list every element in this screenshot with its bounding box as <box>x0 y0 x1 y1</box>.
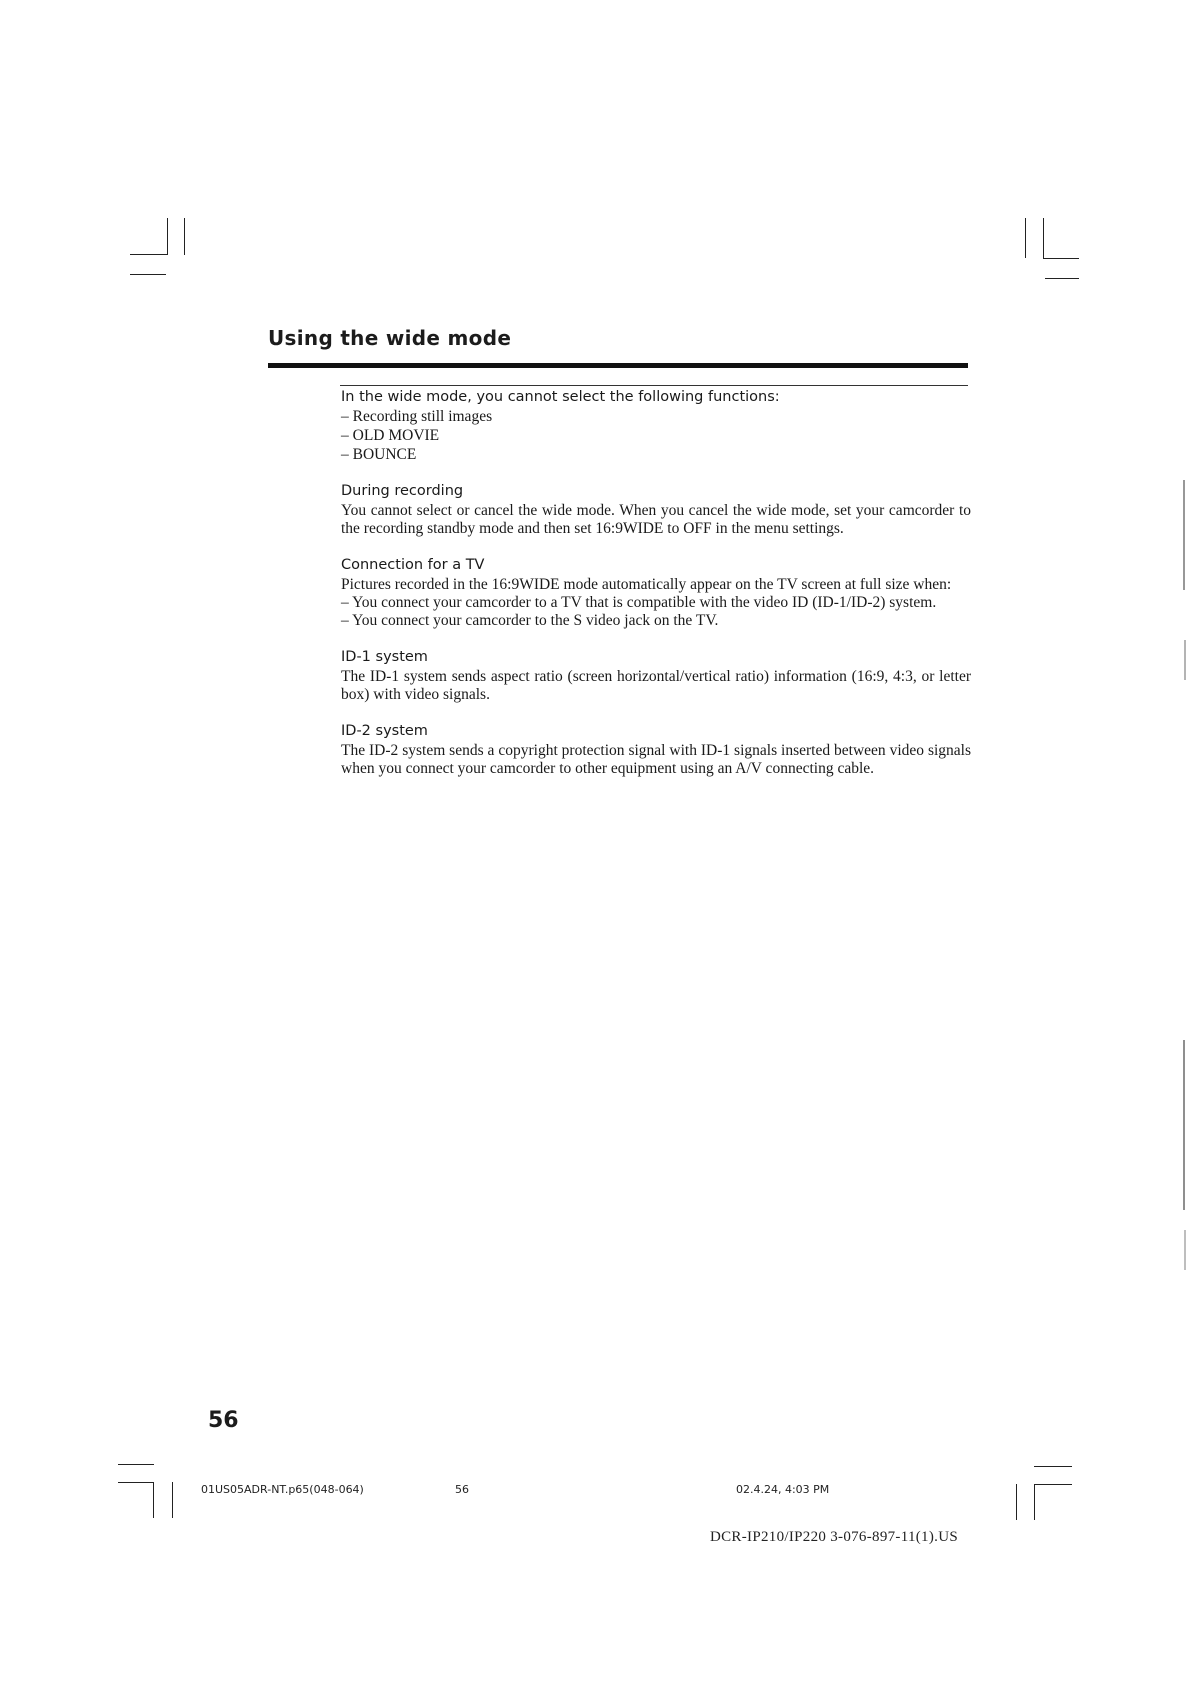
model-number-line: DCR-IP210/IP220 3-076-897-11(1).US <box>710 1529 958 1545</box>
section-id1-system <box>341 648 971 704</box>
list-item: – Recording still images <box>341 407 971 426</box>
section-body: You cannot select or cancel the wide mode. When you cancel the wide mode, set your camcorder to the recording standby mode and then set 16:9WIDE to OFF in the menu settings. <box>341 502 971 537</box>
intro-heading: In the wide mode, you cannot select the following functions: <box>341 389 780 405</box>
print-slug-file: 01US05ADR-NT.p65(048-064) <box>201 1483 364 1496</box>
section-connection-tv <box>341 556 971 630</box>
list-item: – You connect your camcorder to a TV that is compatible with the video ID (ID-1/ID-2) system. <box>341 594 971 612</box>
section-during-recording <box>341 482 971 538</box>
section-title: Using the wide mode <box>268 326 512 350</box>
restricted-functions-list <box>341 407 971 464</box>
section-heading: ID-1 system <box>341 649 428 665</box>
section-body: The ID-1 system sends aspect ratio (screen horizontal/vertical ratio) information (16:9, 4:3, or letter box) with video signals. <box>341 668 971 703</box>
content-column <box>341 388 971 778</box>
list-item: – You connect your camcorder to the S video jack on the TV. <box>341 612 971 630</box>
section-heading: During recording <box>341 483 464 499</box>
section-id2-system <box>341 722 971 778</box>
section-heading: Connection for a TV <box>341 557 485 573</box>
print-slug-page: 56 <box>455 1483 469 1496</box>
list-item: – OLD MOVIE <box>341 426 971 445</box>
connection-conditions-list <box>341 594 971 630</box>
section-body: Pictures recorded in the 16:9WIDE mode automatically appear on the TV screen at full size when: <box>341 576 952 593</box>
list-item: – BOUNCE <box>341 445 971 464</box>
section-heading: ID-2 system <box>341 723 428 739</box>
note-rule <box>340 385 968 386</box>
section-body: The ID-2 system sends a copyright protection signal with ID-1 signals inserted between video signals when you connect your camcorder to other equipment using an A/V connecting cable. <box>341 742 971 777</box>
page-number: 56 <box>208 1408 239 1433</box>
print-slug-date: 02.4.24, 4:03 PM <box>736 1483 830 1496</box>
title-rule <box>268 363 968 368</box>
